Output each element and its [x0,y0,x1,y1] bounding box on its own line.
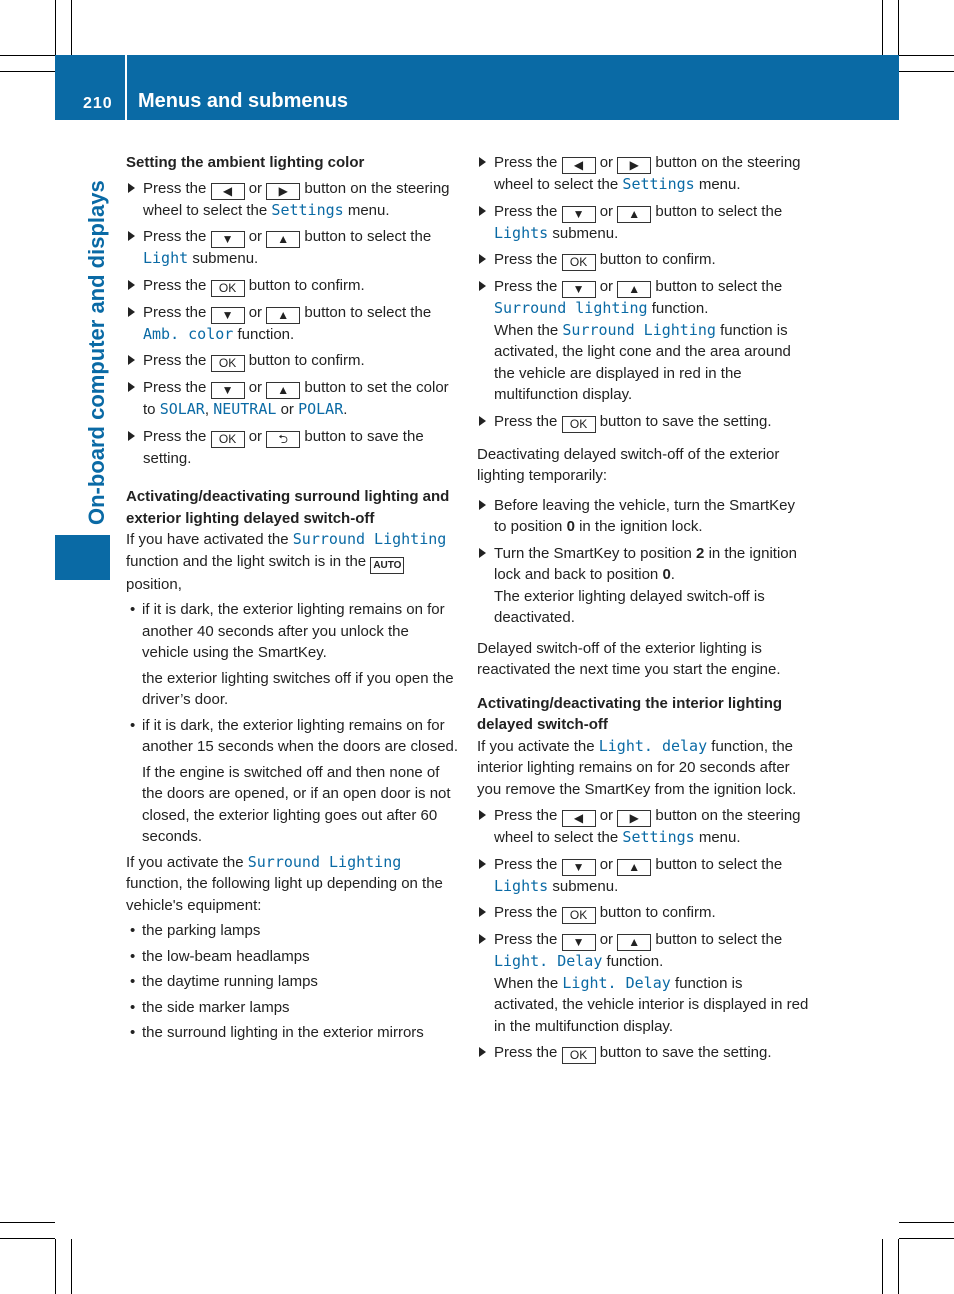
paragraph: If you activate the Light. delay function, the interior lighting remains on for 20 seconds after you remove the SmartKey from the ignition lock. [477,736,797,798]
up-arrow-key: ▲ [266,307,300,324]
step: Press the ◀ or ▶ button on the steering wheel to select the Settings menu. [477,152,810,196]
side-tab-label: On-board computer and displays [84,180,109,525]
up-arrow-key: ▲ [617,281,651,298]
crop-mark [0,55,55,56]
left-arrow-key: ◀ [562,157,596,174]
crop-mark [882,1239,883,1294]
up-arrow-key: ▲ [617,206,651,223]
right-arrow-key: ▶ [617,157,651,174]
crop-mark [899,55,954,56]
down-arrow-key: ▼ [562,859,596,876]
section-heading: Activating/deactivating surround lighting and exterior lighting delayed switch-off [126,488,450,527]
ok-key: OK [562,1047,596,1064]
left-arrow-key: ◀ [562,810,596,827]
page-number: 210 [83,95,113,112]
crop-mark [0,1238,55,1239]
step: Press the ▼ or ▲ button to set the color to SOLAR, NEUTRAL or POLAR. [126,377,459,421]
crop-mark [899,1238,954,1239]
step: Press the OK button to save the setting. [477,411,810,433]
list-item: • the side marker lamps [126,997,459,1019]
step: Press the OK button to confirm. [126,275,459,297]
ok-key: OK [211,280,245,297]
side-tab-marker [55,535,110,580]
step: Press the ▼ or ▲ button to select the Light. Delay function. When the Light. Delay function is activated, the vehicle interior is displayed in red in the multifunction display. [477,929,810,1037]
right-column [477,152,810,1069]
ok-key: OK [562,416,596,433]
note: If the engine is switched off and then none of the doors are opened, or if an open door is not closed, the exterior lighting goes out after 60 seconds. [142,763,451,845]
section-heading: Activating/deactivating the interior lighting delayed switch-off [477,694,783,733]
crop-mark [0,1222,55,1223]
down-arrow-key: ▼ [562,934,596,951]
step: Press the OK button to confirm. [477,902,810,924]
step: Press the ▼ or ▲ button to select the Amb. color function. [126,302,459,346]
crop-mark [71,1239,72,1294]
auto-key: AUTO [370,557,404,574]
step: Press the OK button to save the setting. [477,1042,810,1064]
list-item: • the parking lamps [126,920,459,942]
step: Press the ▼ or ▲ button to select the Surround lighting function. When the Surround Lighting function is activated, the light cone and the area around the vehicle are displayed in red in the multifunction display. [477,276,810,406]
list-item: • if it is dark, the exterior lighting remains on for another 40 seconds after you unlock the vehicle using the SmartKey. [126,599,459,664]
page-title: Menus and submenus [138,90,349,112]
up-arrow-key: ▲ [266,382,300,399]
back-key: ⮌ [266,431,300,448]
up-arrow-key: ▲ [266,231,300,248]
down-arrow-key: ▼ [562,206,596,223]
step: Press the ▼ or ▲ button to select the Lights submenu. [477,854,810,898]
crop-mark [0,71,55,72]
step: Press the OK button to confirm. [126,350,459,372]
step: Before leaving the vehicle, turn the SmartKey to position 0 in the ignition lock. [477,495,810,538]
list-item: • if it is dark, the exterior lighting remains on for another 15 seconds when the doors are closed. [126,715,459,758]
step: Press the ▼ or ▲ button to select the Lights submenu. [477,201,810,245]
up-arrow-key: ▲ [617,934,651,951]
paragraph: Delayed switch-off of the exterior lighting is reactivated the next time you start the engine. [477,639,781,678]
ok-key: OK [562,254,596,271]
paragraph: If you have activated the Surround Lighting function and the light switch is in the AUTO position, [126,530,447,593]
step: Press the ◀ or ▶ button on the steering wheel to select the Settings menu. [126,178,459,222]
step: Press the ◀ or ▶ button on the steering wheel to select the Settings menu. [477,805,810,849]
step: Press the OK button to confirm. [477,249,810,271]
step: Press the ▼ or ▲ button to select the Light submenu. [126,226,459,270]
crop-mark [55,0,56,55]
crop-mark [55,1239,56,1294]
crop-mark [899,1222,954,1223]
left-arrow-key: ◀ [211,183,245,200]
crop-mark [899,71,954,72]
note: the exterior lighting switches off if you open the driver’s door. [142,669,454,708]
crop-mark [882,0,883,55]
header-divider [125,55,127,120]
list-item: • the low-beam headlamps [126,946,459,968]
step: Press the OK or ⮌ button to save the setting. [126,426,459,470]
paragraph: If you activate the Surround Lighting function, the following light up depending on the vehicle's equipment: [126,852,443,914]
list-item: • the surround lighting in the exterior mirrors [126,1022,459,1044]
ok-key: OK [211,355,245,372]
down-arrow-key: ▼ [211,231,245,248]
ok-key: OK [562,907,596,924]
ok-key: OK [211,431,245,448]
right-arrow-key: ▶ [266,183,300,200]
step: Turn the SmartKey to position 2 in the ignition lock and back to position 0. The exterior lighting delayed switch-off is deactivated. [477,543,810,629]
up-arrow-key: ▲ [617,859,651,876]
down-arrow-key: ▼ [562,281,596,298]
down-arrow-key: ▼ [211,307,245,324]
crop-mark [71,0,72,55]
list-item: • the daytime running lamps [126,971,459,993]
left-column [126,152,459,1048]
paragraph: Deactivating delayed switch-off of the exterior lighting temporarily: [477,445,780,484]
right-arrow-key: ▶ [617,810,651,827]
down-arrow-key: ▼ [211,382,245,399]
crop-mark [898,0,899,55]
section-heading: Setting the ambient lighting color [126,154,365,171]
crop-mark [898,1239,899,1294]
